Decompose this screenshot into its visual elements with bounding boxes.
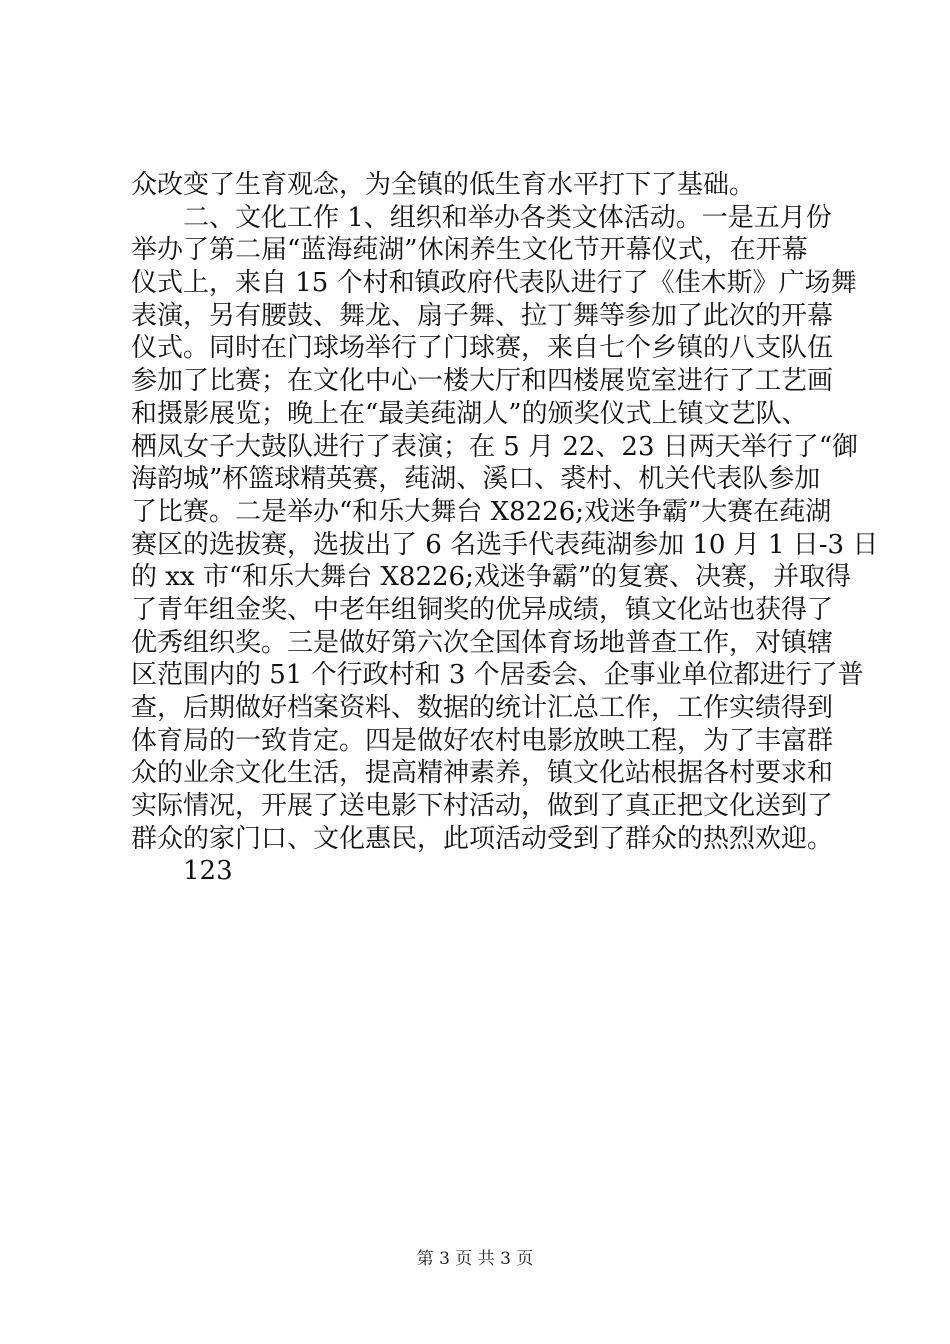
text-line-13: 的 xx 市“和乐大舞台 X8226;戏迷争霸”的复赛、决赛，并取得 bbox=[131, 562, 852, 593]
text-line-20: 实际情况，开展了送电影下村活动，做到了真正把文化送到了 bbox=[131, 791, 834, 822]
text-line-2: 二、文化工作 1、组织和举办各类文体活动。一是五月份 bbox=[183, 202, 832, 233]
text-line-19: 众的业余文化生活，提高精神素养，镇文化站根据各村要求和 bbox=[131, 758, 834, 789]
text-line-18: 体育局的一致肯定。四是做好农村电影放映工程，为了丰富群 bbox=[131, 725, 834, 756]
text-line-7: 参加了比赛；在文化中心一楼大厅和四楼展览室进行了工艺画 bbox=[131, 366, 834, 397]
text-line-17: 查，后期做好档案资料、数据的统计汇总工作，工作实绩得到 bbox=[131, 693, 834, 723]
text-line-3: 举办了第二届“蓝海莼湖”休闲养生文化节开幕仪式，在开幕 bbox=[131, 235, 808, 266]
text-line-4: 仪式上，来自 15 个村和镇政府代表队进行了《佳木斯》广场舞 bbox=[131, 268, 857, 299]
text-line-9: 栖凤女子大鼓队进行了表演；在 5 月 22、23 日两天举行了“御 bbox=[131, 431, 859, 462]
page-number-footer: 第 3 页 共 3 页 bbox=[416, 1249, 534, 1269]
text-line-15: 优秀组织奖。三是做好第六次全国体育场地普查工作，对镇辖 bbox=[131, 627, 834, 658]
text-line-22: 123 bbox=[183, 856, 233, 887]
text-line-14: 了青年组金奖、中老年组铜奖的优异成绩，镇文化站也获得了 bbox=[131, 594, 834, 625]
text-line-8: 和摄影展览；晚上在“最美莼湖人”的颁奖仪式上镇文艺队、 bbox=[131, 398, 808, 429]
text-line-5: 表演，另有腰鼓、舞龙、扇子舞、拉丁舞等参加了此次的开幕 bbox=[131, 300, 834, 331]
text-line-16: 区范围内的 51 个行政村和 3 个居委会、企事业单位都进行了普 bbox=[131, 660, 864, 691]
body-text bbox=[131, 169, 879, 888]
text-line-1: 众改变了生育观念，为全镇的低生育水平打下了基础。 bbox=[131, 170, 756, 200]
text-line-6: 仪式。同时在门球场举行了门球赛，来自七个乡镇的八支队伍 bbox=[131, 333, 834, 364]
text-line-21: 群众的家门口、文化惠民，此项活动受到了群众的热烈欢迎。 bbox=[131, 823, 834, 854]
text-line-11: 了比赛。二是举办“和乐大舞台 X8226;戏迷争霸”大赛在莼湖 bbox=[131, 496, 832, 527]
text-line-12: 赛区的选拔赛，选拔出了 6 名选手代表莼湖参加 10 月 1 日-3 日 bbox=[131, 529, 879, 560]
text-line-10: 海韵城”杯篮球精英赛，莼湖、溪口、裘村、机关代表队参加 bbox=[131, 464, 821, 495]
